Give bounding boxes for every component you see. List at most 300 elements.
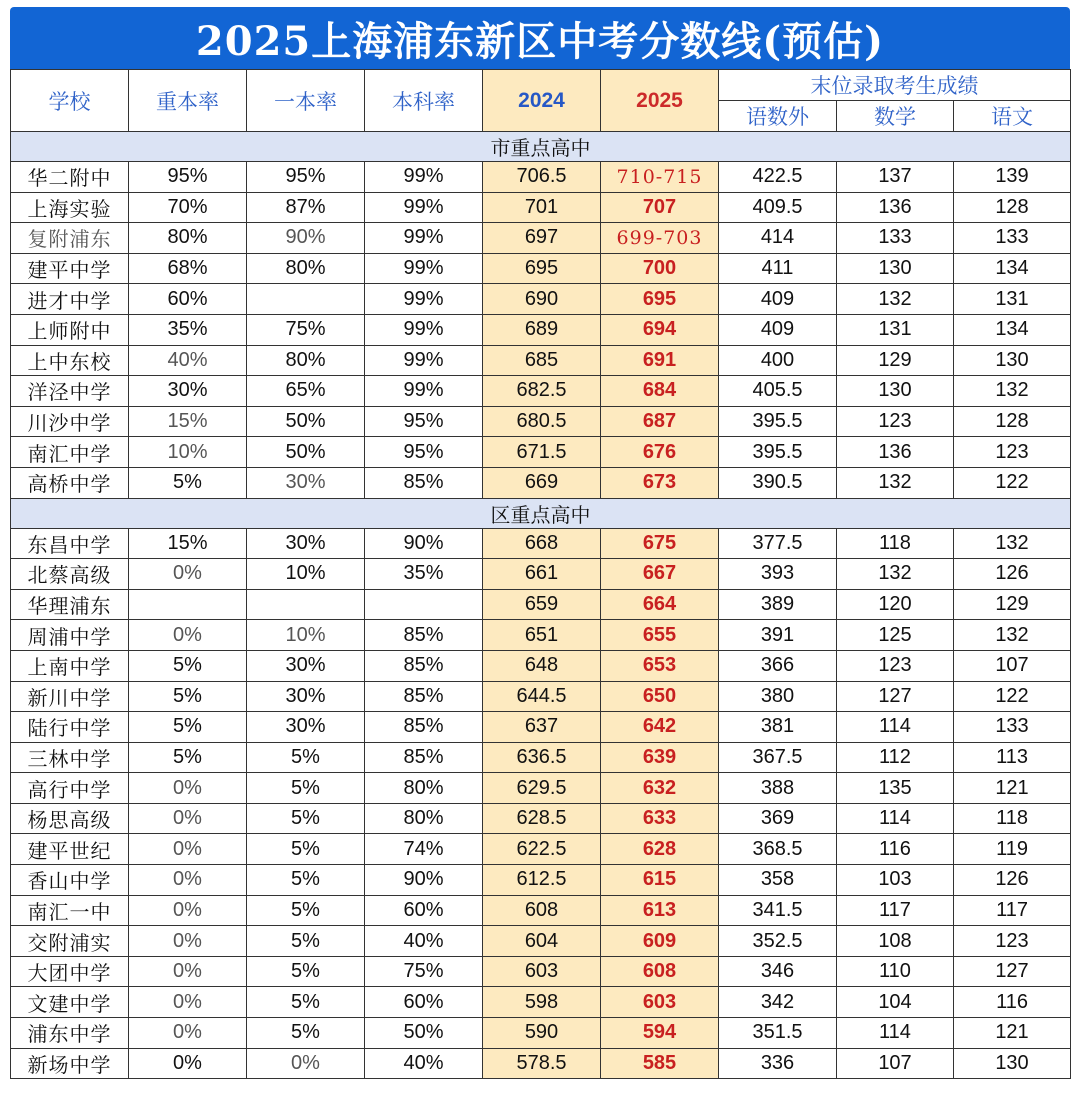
yiben-rate-cell: 5% — [247, 1018, 365, 1049]
benke-rate-cell: 99% — [365, 284, 483, 315]
yushuwai-score-cell: 409 — [719, 314, 837, 345]
score-2024-cell: 622.5 — [483, 834, 601, 865]
header-benke-rate: 本科率 — [365, 70, 483, 132]
score-2024-cell: 629.5 — [483, 773, 601, 804]
yushuwai-score-cell: 390.5 — [719, 467, 837, 498]
yushuwai-score-cell: 388 — [719, 773, 837, 804]
yushuwai-score-cell: 346 — [719, 956, 837, 987]
benke-rate-cell: 40% — [365, 1048, 483, 1079]
score-2024-cell: 706.5 — [483, 162, 601, 193]
chinese-score-cell: 126 — [954, 865, 1071, 896]
header-school: 学校 — [11, 70, 129, 132]
chinese-score-cell: 128 — [954, 406, 1071, 437]
benke-rate-cell: 99% — [365, 162, 483, 193]
benke-rate-cell: 99% — [365, 192, 483, 223]
table-row — [11, 376, 1071, 407]
yiben-rate-cell: 5% — [247, 926, 365, 957]
yushuwai-score-cell: 422.5 — [719, 162, 837, 193]
score-2024-cell: 669 — [483, 467, 601, 498]
chinese-score-cell: 127 — [954, 956, 1071, 987]
section-header-row — [11, 498, 1071, 528]
school-cell: 新川中学 — [11, 681, 129, 712]
benke-rate-cell: 80% — [365, 773, 483, 804]
math-score-cell: 132 — [837, 467, 954, 498]
zhongben-rate-cell: 0% — [129, 987, 247, 1018]
school-cell: 建平世纪 — [11, 834, 129, 865]
school-cell: 陆行中学 — [11, 712, 129, 743]
score-2025-cell: 684 — [601, 376, 719, 407]
table-row — [11, 803, 1071, 834]
table-row — [11, 192, 1071, 223]
benke-rate-cell: 50% — [365, 1018, 483, 1049]
math-score-cell: 127 — [837, 681, 954, 712]
score-2025-cell: 615 — [601, 865, 719, 896]
chinese-score-cell: 123 — [954, 437, 1071, 468]
table-row — [11, 559, 1071, 590]
chinese-score-cell: 118 — [954, 803, 1071, 834]
score-2025-cell: 667 — [601, 559, 719, 590]
score-2024-cell: 590 — [483, 1018, 601, 1049]
yushuwai-score-cell: 358 — [719, 865, 837, 896]
yiben-rate-cell: 50% — [247, 406, 365, 437]
score-2025-cell: 707 — [601, 192, 719, 223]
math-score-cell: 132 — [837, 559, 954, 590]
math-score-cell: 123 — [837, 406, 954, 437]
zhongben-rate-cell: 15% — [129, 528, 247, 559]
chinese-score-cell: 133 — [954, 223, 1071, 254]
school-cell: 交附浦实 — [11, 926, 129, 957]
yiben-rate-cell: 65% — [247, 376, 365, 407]
zhongben-rate-cell: 0% — [129, 865, 247, 896]
school-cell: 进才中学 — [11, 284, 129, 315]
table-row — [11, 650, 1071, 681]
math-score-cell: 131 — [837, 314, 954, 345]
school-cell: 上海实验 — [11, 192, 129, 223]
score-2025-cell: 694 — [601, 314, 719, 345]
math-score-cell: 135 — [837, 773, 954, 804]
chinese-score-cell: 130 — [954, 345, 1071, 376]
header-zhongben-rate: 重本率 — [129, 70, 247, 132]
score-2024-cell: 578.5 — [483, 1048, 601, 1079]
table-row — [11, 437, 1071, 468]
chinese-score-cell: 116 — [954, 987, 1071, 1018]
math-score-cell: 123 — [837, 650, 954, 681]
benke-rate-cell: 85% — [365, 712, 483, 743]
chinese-score-cell: 121 — [954, 773, 1071, 804]
zhongben-rate-cell: 70% — [129, 192, 247, 223]
benke-rate-cell: 99% — [365, 345, 483, 376]
chinese-score-cell: 139 — [954, 162, 1071, 193]
math-score-cell: 125 — [837, 620, 954, 651]
school-cell: 大团中学 — [11, 956, 129, 987]
benke-rate-cell: 95% — [365, 406, 483, 437]
chinese-score-cell: 107 — [954, 650, 1071, 681]
header-2025: 2025 — [601, 70, 719, 132]
chinese-score-cell: 122 — [954, 467, 1071, 498]
school-cell: 华理浦东 — [11, 589, 129, 620]
yiben-rate-cell — [247, 284, 365, 315]
chinese-score-cell: 132 — [954, 620, 1071, 651]
score-2024-cell: 644.5 — [483, 681, 601, 712]
table-row — [11, 956, 1071, 987]
score-2025-cell: 650 — [601, 681, 719, 712]
chinese-score-cell: 129 — [954, 589, 1071, 620]
zhongben-rate-cell: 0% — [129, 803, 247, 834]
yushuwai-score-cell: 393 — [719, 559, 837, 590]
score-2024-cell: 598 — [483, 987, 601, 1018]
yiben-rate-cell — [247, 589, 365, 620]
benke-rate-cell: 40% — [365, 926, 483, 957]
score-2024-cell: 636.5 — [483, 742, 601, 773]
zhongben-rate-cell: 0% — [129, 834, 247, 865]
yiben-rate-cell: 5% — [247, 895, 365, 926]
table-row — [11, 773, 1071, 804]
score-2025-cell: 594 — [601, 1018, 719, 1049]
school-cell: 南汇一中 — [11, 895, 129, 926]
score-table-container — [10, 7, 1070, 1079]
table-row — [11, 742, 1071, 773]
header-yushuwai: 语数外 — [719, 101, 837, 132]
table-row — [11, 528, 1071, 559]
yiben-rate-cell: 5% — [247, 742, 365, 773]
math-score-cell: 108 — [837, 926, 954, 957]
benke-rate-cell: 85% — [365, 620, 483, 651]
score-2025-cell: 628 — [601, 834, 719, 865]
yiben-rate-cell: 80% — [247, 253, 365, 284]
school-cell: 上中东校 — [11, 345, 129, 376]
benke-rate-cell: 60% — [365, 987, 483, 1018]
score-2025-cell: 608 — [601, 956, 719, 987]
score-2024-cell: 695 — [483, 253, 601, 284]
score-2024-cell: 671.5 — [483, 437, 601, 468]
school-cell: 文建中学 — [11, 987, 129, 1018]
table-row — [11, 620, 1071, 651]
score-2024-cell: 637 — [483, 712, 601, 743]
table-row — [11, 895, 1071, 926]
benke-rate-cell — [365, 589, 483, 620]
math-score-cell: 103 — [837, 865, 954, 896]
table-row — [11, 865, 1071, 896]
score-2024-cell: 682.5 — [483, 376, 601, 407]
yushuwai-score-cell: 391 — [719, 620, 837, 651]
school-cell: 上南中学 — [11, 650, 129, 681]
yiben-rate-cell: 30% — [247, 681, 365, 712]
yiben-rate-cell: 5% — [247, 773, 365, 804]
table-row — [11, 314, 1071, 345]
school-cell: 洋泾中学 — [11, 376, 129, 407]
table-row — [11, 987, 1071, 1018]
benke-rate-cell: 85% — [365, 650, 483, 681]
yushuwai-score-cell: 367.5 — [719, 742, 837, 773]
yushuwai-score-cell: 366 — [719, 650, 837, 681]
school-cell: 高行中学 — [11, 773, 129, 804]
score-2025-cell: 639 — [601, 742, 719, 773]
yushuwai-score-cell: 352.5 — [719, 926, 837, 957]
score-2025-cell: 613 — [601, 895, 719, 926]
score-2025-cell: 664 — [601, 589, 719, 620]
chinese-score-cell: 134 — [954, 314, 1071, 345]
math-score-cell: 137 — [837, 162, 954, 193]
page-title: 2025上海浦东新区中考分数线(预估) — [10, 7, 1070, 69]
math-score-cell: 129 — [837, 345, 954, 376]
yushuwai-score-cell: 409.5 — [719, 192, 837, 223]
yiben-rate-cell: 30% — [247, 712, 365, 743]
math-score-cell: 114 — [837, 712, 954, 743]
score-2025-cell: 642 — [601, 712, 719, 743]
yiben-rate-cell: 10% — [247, 620, 365, 651]
header-math: 数学 — [837, 101, 954, 132]
yiben-rate-cell: 95% — [247, 162, 365, 193]
score-2024-cell: 661 — [483, 559, 601, 590]
yushuwai-score-cell: 414 — [719, 223, 837, 254]
score-2024-cell: 685 — [483, 345, 601, 376]
yiben-rate-cell: 80% — [247, 345, 365, 376]
score-2025-cell: 710-715 — [601, 162, 719, 193]
zhongben-rate-cell: 40% — [129, 345, 247, 376]
score-2024-cell: 604 — [483, 926, 601, 957]
math-score-cell: 130 — [837, 253, 954, 284]
table-row — [11, 712, 1071, 743]
chinese-score-cell: 126 — [954, 559, 1071, 590]
yushuwai-score-cell: 405.5 — [719, 376, 837, 407]
table-row — [11, 1018, 1071, 1049]
yiben-rate-cell: 0% — [247, 1048, 365, 1079]
zhongben-rate-cell: 95% — [129, 162, 247, 193]
score-2025-cell: 687 — [601, 406, 719, 437]
section-title: 市重点高中 — [11, 132, 1071, 162]
yiben-rate-cell: 30% — [247, 650, 365, 681]
school-cell: 香山中学 — [11, 865, 129, 896]
chinese-score-cell: 117 — [954, 895, 1071, 926]
table-row — [11, 681, 1071, 712]
table-row — [11, 926, 1071, 957]
benke-rate-cell: 99% — [365, 314, 483, 345]
score-2025-cell: 632 — [601, 773, 719, 804]
zhongben-rate-cell: 60% — [129, 284, 247, 315]
score-2025-cell: 700 — [601, 253, 719, 284]
yushuwai-score-cell: 351.5 — [719, 1018, 837, 1049]
score-2025-cell: 633 — [601, 803, 719, 834]
benke-rate-cell: 85% — [365, 681, 483, 712]
school-cell: 新场中学 — [11, 1048, 129, 1079]
score-2024-cell: 701 — [483, 192, 601, 223]
zhongben-rate-cell: 0% — [129, 1048, 247, 1079]
chinese-score-cell: 132 — [954, 376, 1071, 407]
math-score-cell: 114 — [837, 1018, 954, 1049]
benke-rate-cell: 80% — [365, 803, 483, 834]
yushuwai-score-cell: 369 — [719, 803, 837, 834]
section-header-row — [11, 132, 1071, 162]
score-2025-cell: 675 — [601, 528, 719, 559]
score-2025-cell: 673 — [601, 467, 719, 498]
yushuwai-score-cell: 381 — [719, 712, 837, 743]
yiben-rate-cell: 90% — [247, 223, 365, 254]
score-2025-cell: 691 — [601, 345, 719, 376]
table-row — [11, 223, 1071, 254]
chinese-score-cell: 122 — [954, 681, 1071, 712]
school-cell: 华二附中 — [11, 162, 129, 193]
school-cell: 北蔡高级 — [11, 559, 129, 590]
benke-rate-cell: 85% — [365, 467, 483, 498]
score-2025-cell: 603 — [601, 987, 719, 1018]
yushuwai-score-cell: 336 — [719, 1048, 837, 1079]
score-2024-cell: 628.5 — [483, 803, 601, 834]
school-cell: 复附浦东 — [11, 223, 129, 254]
math-score-cell: 133 — [837, 223, 954, 254]
table-row — [11, 345, 1071, 376]
chinese-score-cell: 113 — [954, 742, 1071, 773]
yiben-rate-cell: 5% — [247, 834, 365, 865]
yiben-rate-cell: 75% — [247, 314, 365, 345]
chinese-score-cell: 132 — [954, 528, 1071, 559]
score-2025-cell: 695 — [601, 284, 719, 315]
benke-rate-cell: 75% — [365, 956, 483, 987]
table-row — [11, 467, 1071, 498]
table-row — [11, 284, 1071, 315]
score-2025-cell: 609 — [601, 926, 719, 957]
chinese-score-cell: 119 — [954, 834, 1071, 865]
score-2024-cell: 659 — [483, 589, 601, 620]
score-2024-cell: 603 — [483, 956, 601, 987]
score-2024-cell: 697 — [483, 223, 601, 254]
zhongben-rate-cell: 68% — [129, 253, 247, 284]
table-row — [11, 1048, 1071, 1079]
score-2025-cell: 699-703 — [601, 223, 719, 254]
yiben-rate-cell: 5% — [247, 865, 365, 896]
zhongben-rate-cell: 0% — [129, 895, 247, 926]
score-2024-cell: 648 — [483, 650, 601, 681]
math-score-cell: 118 — [837, 528, 954, 559]
zhongben-rate-cell: 10% — [129, 437, 247, 468]
math-score-cell: 136 — [837, 192, 954, 223]
benke-rate-cell: 85% — [365, 742, 483, 773]
zhongben-rate-cell: 15% — [129, 406, 247, 437]
yushuwai-score-cell: 342 — [719, 987, 837, 1018]
zhongben-rate-cell: 5% — [129, 681, 247, 712]
school-cell: 东昌中学 — [11, 528, 129, 559]
zhongben-rate-cell: 5% — [129, 712, 247, 743]
school-cell: 三林中学 — [11, 742, 129, 773]
table-row — [11, 253, 1071, 284]
math-score-cell: 132 — [837, 284, 954, 315]
zhongben-rate-cell: 0% — [129, 956, 247, 987]
yiben-rate-cell: 10% — [247, 559, 365, 590]
math-score-cell: 112 — [837, 742, 954, 773]
score-2024-cell: 668 — [483, 528, 601, 559]
score-2024-cell: 680.5 — [483, 406, 601, 437]
school-cell: 建平中学 — [11, 253, 129, 284]
chinese-score-cell: 123 — [954, 926, 1071, 957]
zhongben-rate-cell: 35% — [129, 314, 247, 345]
math-score-cell: 116 — [837, 834, 954, 865]
header-2024: 2024 — [483, 70, 601, 132]
table-row — [11, 406, 1071, 437]
table-row — [11, 162, 1071, 193]
benke-rate-cell: 99% — [365, 376, 483, 407]
school-cell: 杨思高级 — [11, 803, 129, 834]
zhongben-rate-cell: 0% — [129, 620, 247, 651]
table-header — [11, 70, 1071, 132]
yushuwai-score-cell: 411 — [719, 253, 837, 284]
math-score-cell: 107 — [837, 1048, 954, 1079]
benke-rate-cell: 35% — [365, 559, 483, 590]
score-2025-cell: 585 — [601, 1048, 719, 1079]
chinese-score-cell: 133 — [954, 712, 1071, 743]
score-2024-cell: 651 — [483, 620, 601, 651]
header-last-admitted-scores: 末位录取考生成绩 — [719, 70, 1071, 101]
benke-rate-cell: 99% — [365, 223, 483, 254]
yushuwai-score-cell: 400 — [719, 345, 837, 376]
math-score-cell: 117 — [837, 895, 954, 926]
benke-rate-cell: 90% — [365, 528, 483, 559]
yiben-rate-cell: 50% — [247, 437, 365, 468]
zhongben-rate-cell: 5% — [129, 742, 247, 773]
school-cell: 周浦中学 — [11, 620, 129, 651]
header-chinese: 语文 — [954, 101, 1071, 132]
zhongben-rate-cell: 5% — [129, 650, 247, 681]
score-2025-cell: 655 — [601, 620, 719, 651]
table-row — [11, 834, 1071, 865]
zhongben-rate-cell: 30% — [129, 376, 247, 407]
header-yiben-rate: 一本率 — [247, 70, 365, 132]
yushuwai-score-cell: 395.5 — [719, 437, 837, 468]
math-score-cell: 136 — [837, 437, 954, 468]
benke-rate-cell: 74% — [365, 834, 483, 865]
zhongben-rate-cell: 0% — [129, 1018, 247, 1049]
zhongben-rate-cell: 0% — [129, 926, 247, 957]
zhongben-rate-cell: 5% — [129, 467, 247, 498]
school-cell: 南汇中学 — [11, 437, 129, 468]
score-2024-cell: 608 — [483, 895, 601, 926]
yiben-rate-cell: 5% — [247, 803, 365, 834]
zhongben-rate-cell: 0% — [129, 773, 247, 804]
math-score-cell: 114 — [837, 803, 954, 834]
school-cell: 浦东中学 — [11, 1018, 129, 1049]
chinese-score-cell: 134 — [954, 253, 1071, 284]
math-score-cell: 110 — [837, 956, 954, 987]
math-score-cell: 104 — [837, 987, 954, 1018]
math-score-cell: 130 — [837, 376, 954, 407]
benke-rate-cell: 60% — [365, 895, 483, 926]
school-cell: 高桥中学 — [11, 467, 129, 498]
chinese-score-cell: 128 — [954, 192, 1071, 223]
score-2024-cell: 612.5 — [483, 865, 601, 896]
zhongben-rate-cell: 0% — [129, 559, 247, 590]
yushuwai-score-cell: 377.5 — [719, 528, 837, 559]
yushuwai-score-cell: 341.5 — [719, 895, 837, 926]
yushuwai-score-cell: 409 — [719, 284, 837, 315]
school-cell: 川沙中学 — [11, 406, 129, 437]
zhongben-rate-cell — [129, 589, 247, 620]
benke-rate-cell: 99% — [365, 253, 483, 284]
section-title: 区重点高中 — [11, 498, 1071, 528]
yiben-rate-cell: 5% — [247, 987, 365, 1018]
score-2024-cell: 690 — [483, 284, 601, 315]
math-score-cell: 120 — [837, 589, 954, 620]
yushuwai-score-cell: 368.5 — [719, 834, 837, 865]
zhongben-rate-cell: 80% — [129, 223, 247, 254]
yiben-rate-cell: 30% — [247, 528, 365, 559]
chinese-score-cell: 121 — [954, 1018, 1071, 1049]
score-2024-cell: 689 — [483, 314, 601, 345]
yushuwai-score-cell: 389 — [719, 589, 837, 620]
benke-rate-cell: 95% — [365, 437, 483, 468]
yiben-rate-cell: 87% — [247, 192, 365, 223]
chinese-score-cell: 130 — [954, 1048, 1071, 1079]
score-2025-cell: 653 — [601, 650, 719, 681]
yiben-rate-cell: 5% — [247, 956, 365, 987]
yushuwai-score-cell: 380 — [719, 681, 837, 712]
